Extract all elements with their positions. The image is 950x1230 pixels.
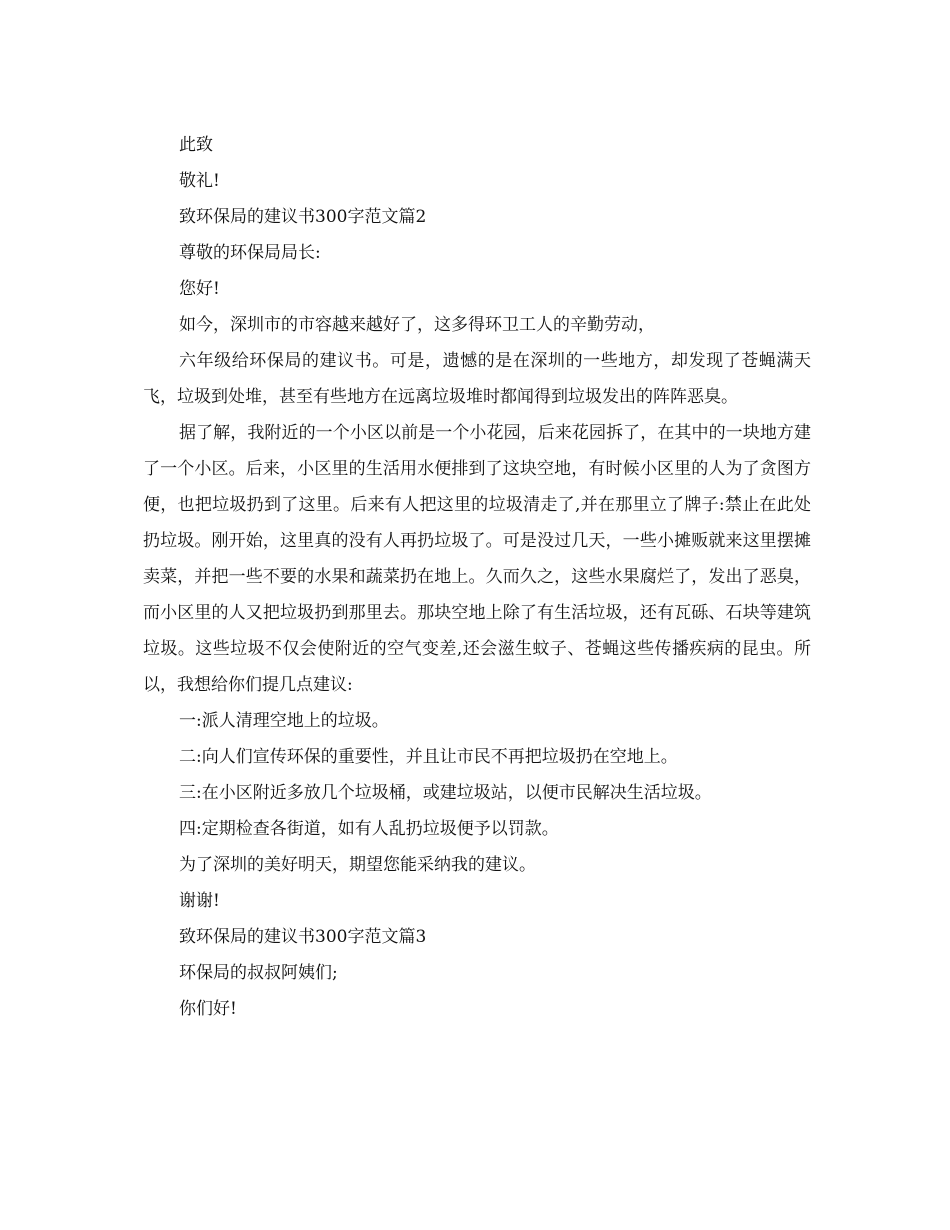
letter3-greeting: 你们好! — [179, 999, 237, 1019]
letter2-title: 致环保局的建议书300字范文篇2 — [179, 207, 427, 227]
suggestion-3: 三:在小区附近多放几个垃圾桶，或建垃圾站，以便市民解决生活垃圾。 — [179, 783, 712, 803]
letter2-intro: 如今，深圳市的市容越来越好了，这多得环卫工人的辛勤劳动， — [179, 315, 655, 335]
regards-line: 此致 — [179, 135, 213, 155]
letter2-paragraph-1: 六年级给环保局的建议书。可是，遗憾的是在深圳的一些地方，却发现了苍蝇满天飞，垃圾到处堆，甚至有些地方在远离垃圾堆时都闻得到垃圾发出的阵阵恶臭。 — [143, 351, 811, 407]
salute-line: 敬礼! — [179, 171, 220, 191]
letter2-paragraph-2: 据了解，我附近的一个小区以前是一个小花园，后来花园拆了，在其中的一块地方建了一个小区。后来，小区里的生活用水便排到了这块空地，有时候小区里的人为了贪图方便，也把垃圾扔到了这里。后来有人把这里的垃圾清走了,并在那里立了牌子:禁止在此处扔垃圾。刚开始，这里真的没有人再扔垃圾了。可是没过几天，一些小摊贩就来这里摆摊卖菜，并把一些不要的水果和蔬菜扔在地上。久而久之，这些水果腐烂了，发出了恶臭，而小区里的人又把垃圾扔到那里去。那块空地上除了有生活垃圾，还有瓦砾、石块等建筑垃圾。这些垃圾不仅会使附近的空气变差,还会滋生蚊子、苍蝇这些传播疾病的昆虫。所以，我想给你们提几点建议: — [143, 423, 811, 695]
letter2-closing-wish: 为了深圳的美好明天，期望您能采纳我的建议。 — [179, 855, 536, 875]
letter3-title: 致环保局的建议书300字范文篇3 — [179, 927, 427, 947]
letter2-thanks: 谢谢! — [179, 891, 220, 911]
document-body — [143, 127, 811, 1027]
letter3-addressee: 环保局的叔叔阿姨们; — [179, 963, 338, 983]
suggestion-1: 一:派人清理空地上的垃圾。 — [179, 711, 389, 731]
suggestion-2: 二:向人们宣传环保的重要性，并且让市民不再把垃圾扔在空地上。 — [179, 747, 678, 767]
letter2-addressee: 尊敬的环保局局长: — [179, 243, 321, 263]
letter2-greeting: 您好! — [179, 279, 220, 299]
suggestion-4: 四:定期检查各街道，如有人乱扔垃圾便予以罚款。 — [179, 819, 559, 839]
